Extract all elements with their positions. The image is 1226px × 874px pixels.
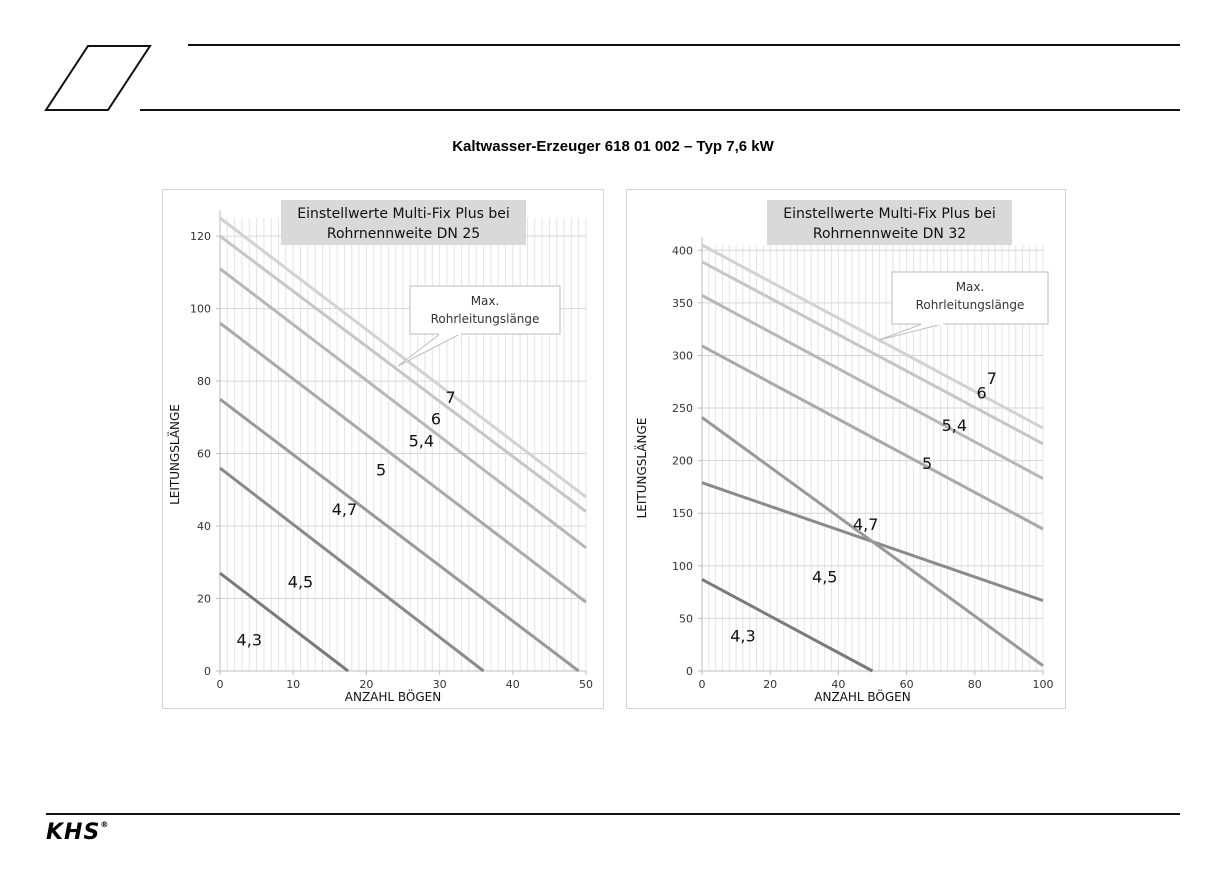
chart-title-line: Rohrnennweite DN 32 [812,226,967,242]
y-axis-label: LEITUNGSLÄNGE [635,417,649,519]
y-axis-label: LEITUNGSLÄNGE [168,404,182,505]
y-tick-label: 100 [190,302,211,316]
series-line-4-3 [220,573,348,671]
chart-title-line: Einstellwerte Multi-Fix Plus bei [783,206,996,222]
series-label-4-5: 4,5 [812,567,838,587]
x-tick-label: 60 [899,678,914,691]
logo-text: KHS [46,820,101,845]
y-tick-label: 150 [672,507,693,521]
callout-text: Max. [470,294,500,308]
y-tick-label: 120 [190,230,211,244]
x-tick-label: 80 [967,678,982,691]
y-tick-label: 250 [672,402,693,416]
chart-panel-dn25 [162,189,604,709]
series-label-6: 6 [976,383,987,403]
series-label-5: 5 [921,454,933,474]
series-label-4-3: 4,3 [236,630,263,650]
x-axis-label: ANZAHL BÖGEN [814,690,911,704]
callout-pointer [879,324,942,340]
y-tick-label: 40 [197,520,211,534]
callout-joint [439,333,461,335]
x-axis-label: ANZAHL BÖGEN [344,690,442,704]
x-tick-label: 100 [1032,678,1054,691]
y-tick-label: 60 [197,447,211,461]
x-tick-label: 20 [763,678,778,691]
series-label-7: 7 [445,387,456,407]
chart-dn32 [627,190,1065,708]
y-tick-label: 400 [672,244,693,258]
callout-text: Rohrleitungslänge [430,312,540,326]
y-tick-label: 200 [672,454,693,468]
y-tick-label: 0 [204,665,211,678]
y-tick-label: 350 [672,296,693,310]
series-line-4-7 [220,399,579,671]
x-tick-label: 40 [831,678,846,691]
header-bottom-rule [140,109,1180,111]
series-label-5: 5 [375,460,387,480]
chart-dn25 [163,190,603,708]
x-tick-label: 0 [216,678,224,691]
chart-panel-dn32 [626,189,1066,709]
y-tick-label: 0 [686,665,693,678]
y-tick-label: 100 [672,559,693,573]
series-label-7: 7 [986,368,997,388]
callout-text: Rohrleitungslänge [915,298,1025,312]
header-parallelogram-icon [40,40,160,116]
y-tick-label: 80 [197,375,211,389]
x-tick-label: 30 [432,678,447,691]
header-top-rule [188,44,1180,46]
footer-rule [46,813,1180,815]
series-label-4-3: 4,3 [730,626,756,646]
callout-joint [921,323,943,325]
callout-text: Max. [955,280,985,294]
x-tick-label: 50 [579,678,593,691]
chart-title-line: Einstellwerte Multi-Fix Plus bei [297,206,510,222]
x-tick-label: 40 [505,678,520,691]
callout-pointer [398,334,460,366]
series-label-4-7: 4,7 [852,515,879,535]
x-tick-label: 0 [698,678,706,691]
series-line-4-3 [702,579,873,671]
series-label-4-7: 4,7 [331,500,358,520]
y-tick-label: 300 [672,349,693,363]
series-label-5-4: 5,4 [941,416,968,436]
x-tick-label: 20 [359,678,374,691]
series-label-6: 6 [430,409,442,429]
series-label-4-5: 4,5 [287,572,314,592]
y-tick-label: 50 [679,612,693,626]
page-title: Kaltwasser-Erzeuger 618 01 002 – Typ 7,6 kW [452,138,774,155]
logo-registered-mark: ® [100,820,110,829]
series-label-5-4: 5,4 [408,431,435,451]
chart-title-line: Rohrnennweite DN 25 [326,226,481,242]
y-tick-label: 20 [197,592,211,606]
khs-logo [46,820,109,845]
x-tick-label: 10 [286,678,301,691]
